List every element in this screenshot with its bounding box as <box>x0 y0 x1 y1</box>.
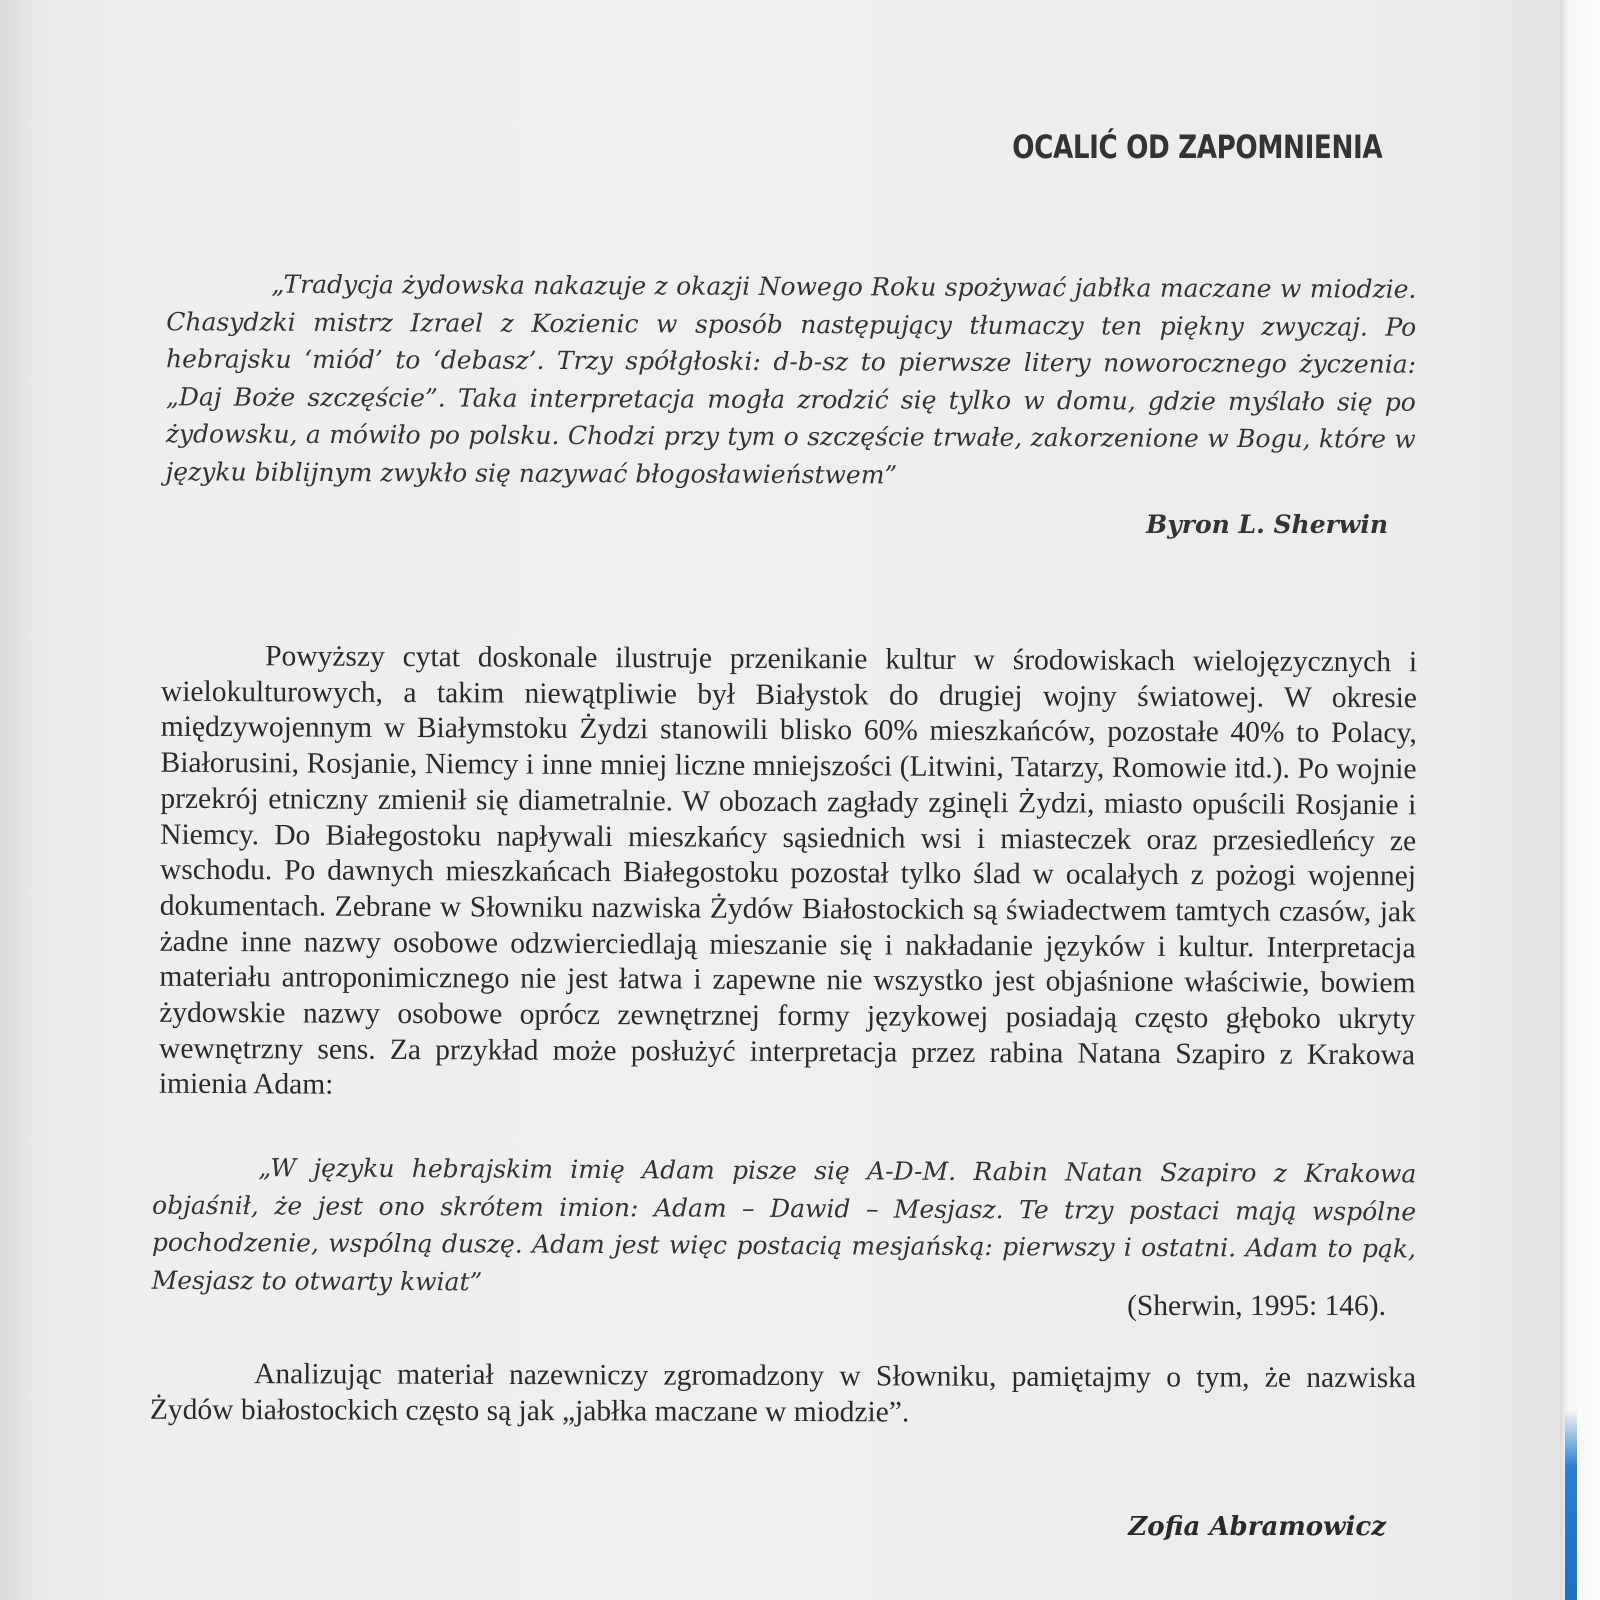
inline-quote: „W języku hebrajskim imię Adam pisze się A-D-M. Rabin Natan Szapiro z Krakowa objaśnił, że jest ono skrótem imion: Adam – Dawid – Mesjasz. Te trzy postaci mają wspólne pochodzenie, wspólną duszę. Adam jest więc postacią mesjańską: pierwszy i ostatni. Adam to pąk, Mesjasz to otwarty kwiat” <box>151 1153 1417 1296</box>
quote-citation: (Sherwin, 1995: 146). <box>1127 1290 1386 1322</box>
author-signature: Zofia Abramowicz <box>1128 1512 1386 1542</box>
cover-edge-accent <box>1565 1410 1577 1600</box>
paragraph-1: Powyższy cytat doskonale ilustruje przenikanie kultur w środowiskach wielojęzycznych i wielokulturowych, a takim niewątpliwie był Białystok do drugiej wojny światowej. W okresie międzywojennym w Białymstoku Żydzi stanowili blisko 60% mieszkańców, pozostałe 40% to Polacy, Białorusini, Rosjanie, Niemcy i inne mniej liczne mniejszości (Litwini, Tatarzy, Romowie itd.). Po wojnie przekrój etniczny zmienił się diametralnie. W obozach zagłady zginęli Żydzi, miasto opuścili Rosjanie i Niemcy. Do Białegostoku napływali mieszkańcy sąsiednich wsi i miasteczek oraz przesiedleńcy ze wschodu. Po dawnych mieszkańcach Białegostoku pozostał tylko ślad w ocalałych z pożogi wojennej dokumentach. Zebrane w Słowniku nazwiska Żydów Białostockich są świadectwem tamtych czasów, jak żadne inne nazwy osobowe odzwierciedlają mieszanie się i nakładanie języków i kultur. Interpretacja materiału antroponimicznego nie jest łatwa i zapewne nie wszystko jest objaśnione właściwie, bowiem żydowskie nazwy osobowe oprócz zewnętrznej formy językowej posiadają często głęboko ukryty wewnętrzny sens. Za przykład może posłużyć interpretacja przez rabina Natana Szapiro z Krakowa imienia Adam: <box>158 640 1418 1102</box>
motto-quote: „Tradycja żydowska nakazuje z okazji Nowego Roku spożywać jabłka maczane w miodzie. Chasydzki mistrz Izrael z Kozienic w sposób następujący tłumaczy ten piękny zwyczaj. Po hebrajsku ‘miód’ to ‘debasz’. Trzy spółgłoski: d-b-sz to pierwsze litery noworocznego życzenia: „Daj Boże szczęście”. Taka interpretacja mogła zrodzić się tylko w domu, gdzie myślało się po żydowsku, a mówiło po polsku. Chodzi przy tym o szczęście trwałe, zakorzenione w Bogu, które w języku biblijnym zwykło się nazywać błogosławieństwem” <box>165 269 1417 489</box>
page-title: OCALIĆ OD ZAPOMNIENIA <box>1011 128 1382 166</box>
page-edge <box>1560 0 1600 1600</box>
motto-author: Byron L. Sherwin <box>1146 510 1388 539</box>
paragraph-2: Analizując materiał nazewniczy zgromadzony w Słowniku, pamiętajmy o tym, że nazwiska Żydów białostockich często są jak „jabłka maczane w miodzie”. <box>149 1358 1417 1429</box>
